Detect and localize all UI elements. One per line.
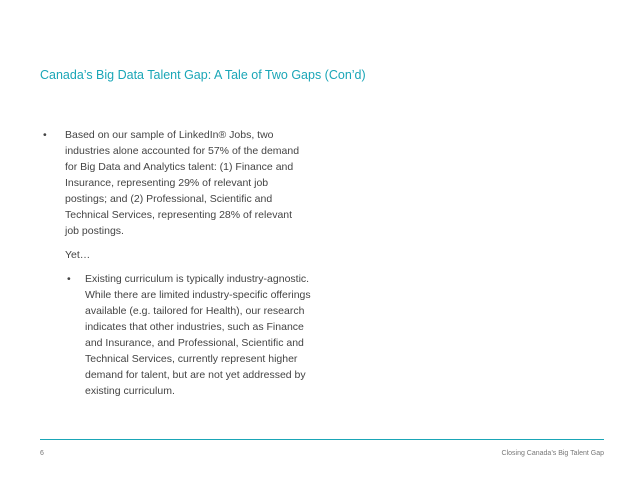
bullet-item — [40, 127, 330, 239]
sub-bullet-item — [40, 271, 330, 399]
footer-divider — [40, 439, 604, 440]
bullet-text: Based on our sample of LinkedIn® Jobs, two industries alone accounted for 57% of the demand for Big Data and Analytics talent: (1) Finance and Insurance, representing 29% of relevant job postings; and (2) Professional, Scientific and Technical Services, representing 28% of relevant job postings. — [65, 129, 300, 237]
slide-title: Canada’s Big Data Talent Gap: A Tale of Two Gaps (Con’d) — [40, 68, 366, 82]
sub-bullet-marker: • — [67, 273, 71, 285]
slide-body — [40, 127, 330, 399]
sub-bullet-text: Existing curriculum is typically industry-agnostic. While there are limited industry-specific offerings available (e.g. tailored for Health), our research indicates that other industries, such as Finance and Insurance, and Professional, Scientific and Technical Services, currently represent higher demand for talent, but are not yet addressed by existing curriculum. — [85, 273, 311, 397]
footer-document-title: Closing Canada’s Big Talent Gap — [501, 450, 604, 457]
bullet-marker: • — [43, 129, 47, 141]
yet-text: Yet… — [65, 249, 91, 261]
page-number: 6 — [40, 450, 44, 457]
